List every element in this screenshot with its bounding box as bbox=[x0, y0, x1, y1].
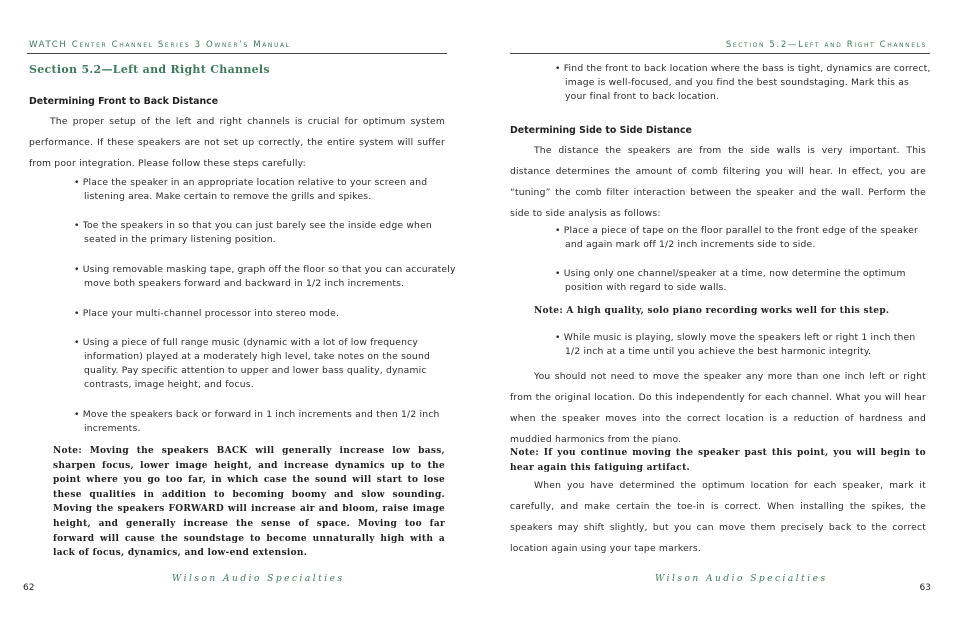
subhead-front-to-back: Determining Front to Back Distance bbox=[29, 96, 219, 107]
spikes-paragraph: When you have determined the optimum location for each speaker, mark it carefully, and make certain the toe-in is correct. When installing the spikes, the speakers may shift slightly, but you can move them precisely back to the correct location again using your tape markers. bbox=[510, 480, 926, 554]
right-page bbox=[477, 0, 954, 618]
running-head: WATCH Center Channel Series 3 Owner’s Manual bbox=[29, 40, 291, 50]
footer-brand: Wilson Audio Specialties bbox=[172, 574, 345, 584]
footer-brand: Wilson Audio Specialties bbox=[655, 574, 828, 584]
running-head: Section 5.2—Left and Right Channels bbox=[725, 40, 927, 50]
intro-paragraph: The proper setup of the left and right channels is crucial for optimum system performance. If these speakers are not set up correctly, the entire system will suffer from poor integration. Please follow these steps carefully: bbox=[29, 116, 445, 169]
list-item: • Place the speaker in an appropriate location relative to your screen and listening area. Make certain to remove the grills and spikes. bbox=[74, 177, 428, 202]
note-front-back: Note: Moving the speakers BACK will generally increase low bass, sharpen focus, lower image height, and increase dynamics up to the point where you go too far, in which case the sound will start to lose these qualities in addition to becoming boomy and slow sounding. Moving the speakers FORWARD will increase air and bloom, raise image height, and generally increase the sense of space. Moving too far forward will cause the soundstage to become unnaturally high with a lack of focus, dynamics, and low-end extension. bbox=[53, 446, 445, 559]
page-number: 62 bbox=[23, 583, 35, 593]
list-item: • Using removable masking tape, graph off the floor so that you can accurately move both speakers forward and backward in 1/2 inch increments. bbox=[74, 264, 456, 289]
harmonics-paragraph: You should not need to move the speaker any more than one inch left or right from the original location. Do this independently for each channel. What you will hear when the speaker moves into the correct location is a reduction of hardness and muddied harmonics from the piano. bbox=[510, 371, 926, 445]
list-item: • Place your multi-channel processor into stereo mode. bbox=[74, 308, 340, 319]
list-item: • Toe the speakers in so that you can just barely see the inside edge when seated in the primary listening position. bbox=[74, 220, 432, 245]
section-title: Section 5.2—Left and Right Channels bbox=[29, 63, 270, 76]
header-rule bbox=[27, 53, 447, 54]
list-item: • Place a piece of tape on the floor parallel to the front edge of the speaker and again mark off 1/2 inch increments side to side. bbox=[555, 225, 919, 250]
list-item: • Using only one channel/speaker at a time, now determine the optimum position with regard to side walls. bbox=[555, 268, 906, 293]
page-number: 63 bbox=[919, 583, 931, 593]
subhead-side-to-side: Determining Side to Side Distance bbox=[510, 125, 692, 136]
note-fatiguing-artifact: Note: If you continue moving the speaker past this point, you will begin to hear again this fatiguing artifact. bbox=[510, 448, 926, 473]
list-item: • Find the front to back location where the bass is tight, dynamics are correct, image is well-focused, and you find the best soundstaging. Mark this as your final front to back location. bbox=[555, 63, 931, 102]
list-item: • While music is playing, slowly move the speakers left or right 1 inch then 1/2 inch at a time until you achieve the best harmonic integrity. bbox=[555, 332, 916, 357]
list-item: • Move the speakers back or forward in 1 inch increments and then 1/2 inch increments. bbox=[74, 409, 440, 434]
header-rule bbox=[510, 53, 930, 54]
note-piano: Note: A high quality, solo piano recording works well for this step. bbox=[534, 306, 890, 316]
side-distance-paragraph: The distance the speakers are from the side walls is very important. This distance determines the amount of comb filtering you will hear. In effect, you are “tuning” the comb filter interaction between the speaker and the wall. Perform the side to side analysis as follows: bbox=[510, 145, 926, 219]
list-item: • Using a piece of full range music (dynamic with a lot of low frequency information) played at a moderately high level, take notes on the sound quality. Pay specific attention to upper and lower bass quality, dynamic contrasts, image height, and focus. bbox=[74, 337, 431, 390]
